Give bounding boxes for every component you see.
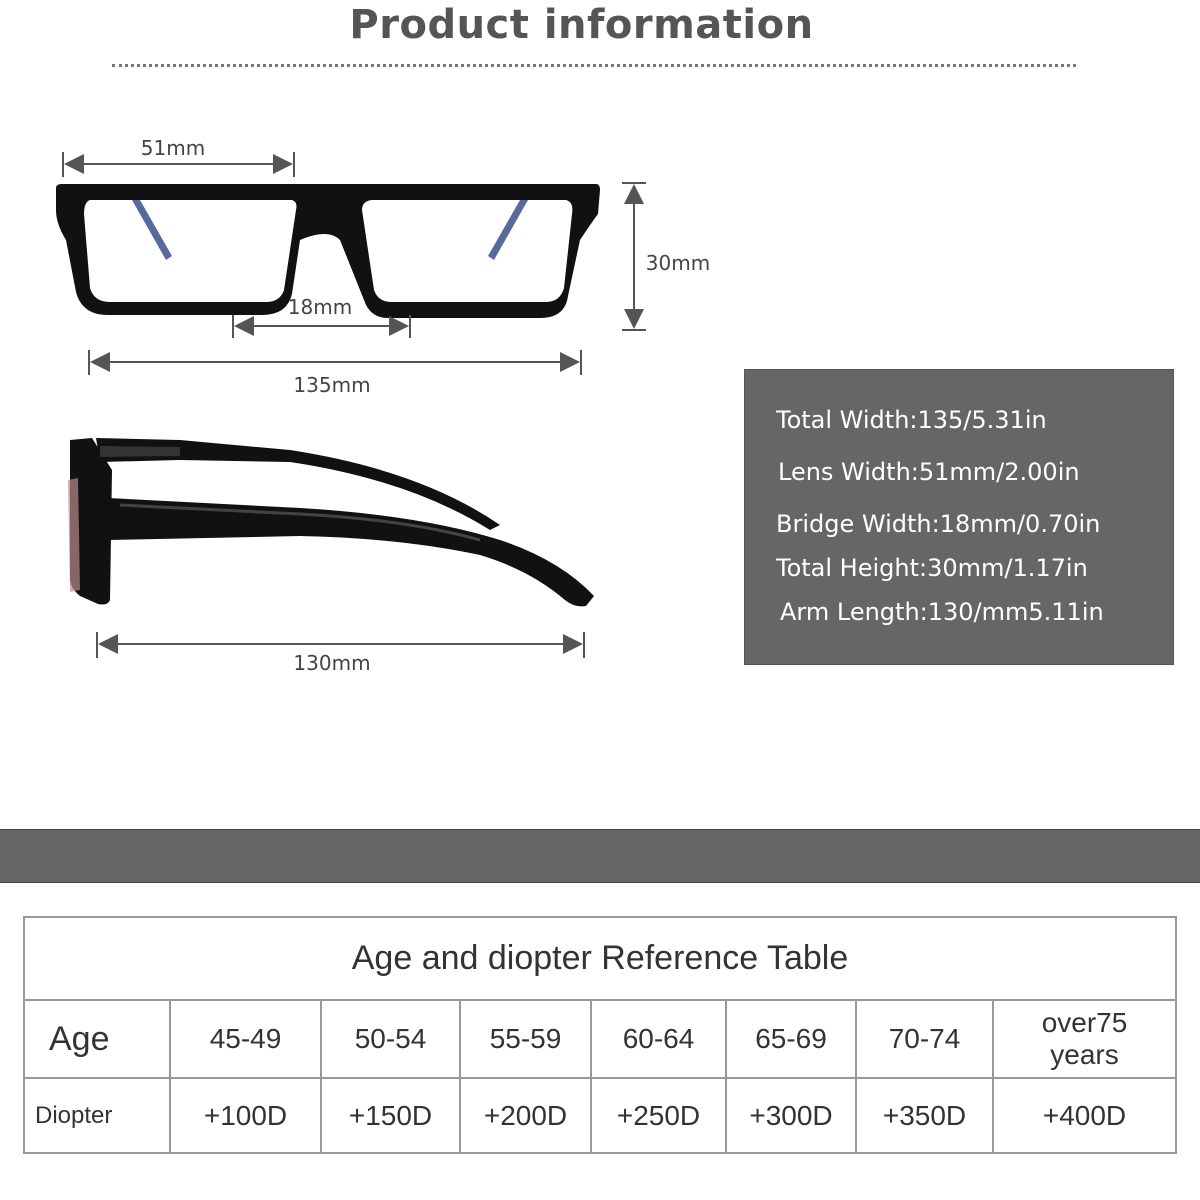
lens-width-label: 51mm <box>140 136 206 160</box>
diopter-cell: +200D <box>460 1078 591 1153</box>
hinge-plate <box>100 446 180 457</box>
glasses-dimension-diagram <box>0 100 740 700</box>
diopter-cell: +150D <box>321 1078 460 1153</box>
age-diopter-reference-table <box>23 916 1177 1154</box>
age-cell: 60-64 <box>591 1000 726 1079</box>
age-row <box>24 1000 1176 1079</box>
bridge-width-label: 18mm <box>287 295 353 319</box>
arm-length-dimension <box>97 632 584 675</box>
right-lens <box>362 200 572 302</box>
total-height-dimension <box>622 183 710 330</box>
arm-length-label: 130mm <box>293 651 371 675</box>
lens-width-dimension <box>63 136 294 177</box>
spec-bridge-width: Bridge Width:18mm/0.70in <box>776 510 1101 538</box>
specifications-panel <box>744 369 1174 665</box>
spec-lens-width: Lens Width:51mm/2.00in <box>778 458 1080 486</box>
side-lens-edge <box>68 478 80 592</box>
diopter-row <box>24 1078 1176 1153</box>
age-row-header: Age <box>24 1000 170 1079</box>
spec-arm-length: Arm Length:130/mm5.11in <box>780 598 1104 626</box>
age-cell: 65-69 <box>726 1000 856 1079</box>
age-cell: 70-74 <box>856 1000 993 1079</box>
age-cell: 45-49 <box>170 1000 321 1079</box>
glasses-side-view <box>68 438 594 606</box>
total-height-label: 30mm <box>645 251 711 275</box>
table-caption: Age and diopter Reference Table <box>24 917 1176 1000</box>
age-cell-over75 <box>993 1000 1176 1079</box>
spec-total-width: Total Width:135/5.31in <box>776 406 1047 434</box>
diopter-cell: +250D <box>591 1078 726 1153</box>
age-cell: 50-54 <box>321 1000 460 1079</box>
title-divider <box>112 64 1076 67</box>
spec-total-height: Total Height:30mm/1.17in <box>776 554 1088 582</box>
age-over75-line2: years <box>1050 1039 1119 1071</box>
diopter-cell: +300D <box>726 1078 856 1153</box>
diopter-cell: +100D <box>170 1078 321 1153</box>
temple-arm <box>108 498 594 606</box>
diopter-cell: +400D <box>993 1078 1176 1153</box>
age-cell: 55-59 <box>460 1000 591 1079</box>
age-over75-line1: over75 <box>1041 1007 1128 1039</box>
page-title: Product information <box>349 2 814 48</box>
total-width-label: 135mm <box>293 373 371 397</box>
total-width-dimension <box>89 350 581 397</box>
section-divider-band <box>0 829 1200 883</box>
left-lens <box>84 200 297 302</box>
diopter-cell: +350D <box>856 1078 993 1153</box>
diopter-row-header: Diopter <box>24 1078 170 1153</box>
